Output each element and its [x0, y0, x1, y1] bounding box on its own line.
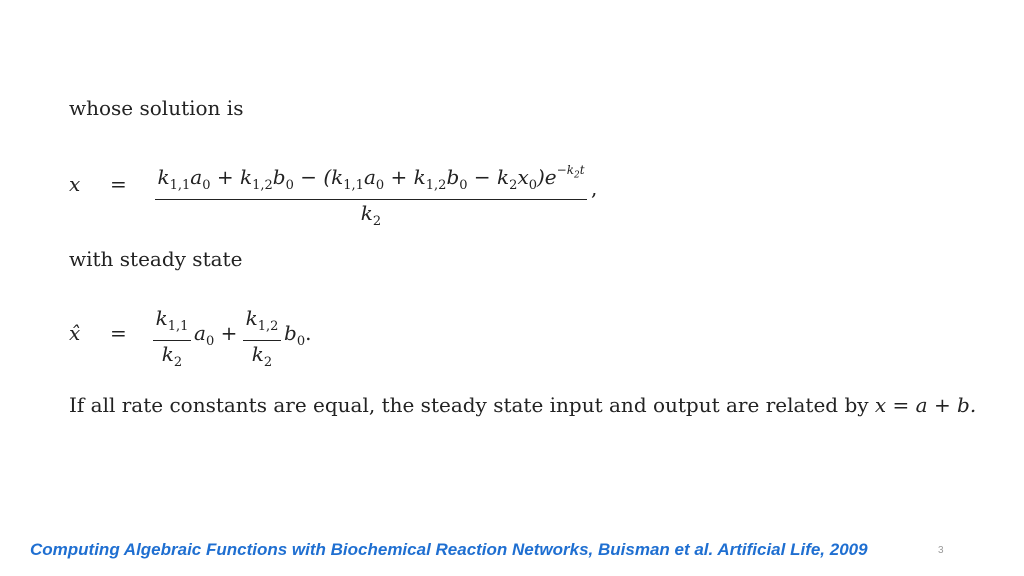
eq1-comma: ,	[591, 176, 598, 200]
eq1-numerator: $k_{1,1}a_0 + k_{1,2}b_0 - (k_{1,1}a_0 + k_{1,2}b_0 - k_2x_0)e^{-k_2t}$	[157, 163, 585, 193]
steady-state-text: with steady state	[69, 247, 243, 271]
eq2-term1-var: $a_0$ +	[194, 321, 238, 349]
eq1-lhs: x	[69, 172, 81, 196]
intro-text: whose solution is	[69, 96, 244, 120]
conclusion-math: x = a + b.	[874, 393, 977, 417]
slide-number: 3	[938, 545, 944, 556]
citation-footer: Computing Algebraic Functions with Biochemical Reaction Networks, Buisman et al. Artificial Life, 2009	[30, 540, 868, 559]
eq2-fraction-2	[243, 305, 281, 376]
eq1-equals: =	[110, 172, 127, 196]
eq2-term2-var: $b_0$.	[284, 321, 312, 349]
eq2-term1-denominator: $k_2$	[161, 342, 183, 371]
eq2-term2-numerator: $k_{1,2}$	[245, 306, 279, 334]
conclusion-text	[69, 393, 976, 417]
eq2-lhs: x̂	[69, 321, 81, 345]
eq2-equals: =	[110, 321, 127, 345]
eq1-denominator: $k_2$	[360, 201, 382, 230]
eq1-fraction	[155, 157, 587, 235]
eq2-fraction-1	[153, 305, 191, 376]
eq2-term1-numerator: $k_{1,1}$	[155, 306, 189, 334]
eq2-term2-denominator: $k_2$	[251, 342, 273, 371]
conclusion-sentence: If all rate constants are equal, the steady state input and output are related by	[69, 393, 869, 417]
eq2-term1-num-sub: 1,1	[167, 319, 189, 334]
